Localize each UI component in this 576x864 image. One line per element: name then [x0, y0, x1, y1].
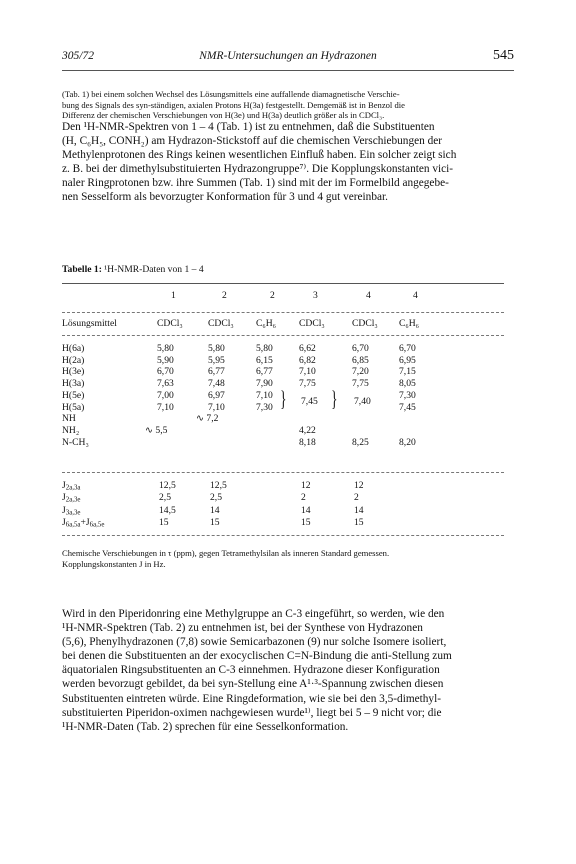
shift-value: 6,77: [208, 366, 225, 378]
shift-value: 7,20: [352, 366, 369, 378]
compound-number: 2: [270, 290, 275, 301]
text-line: (Tab. 1) bei einem solchen Wechsel des Lösungsmittels eine auffallende diamagnetische Verschie-: [62, 89, 400, 99]
shift-value: 5,80: [208, 343, 225, 354]
shift-value: 6,97: [208, 389, 225, 401]
shift-row-label: H(2a): [62, 354, 85, 366]
text-line: Substituenten eintreten würde. Eine Ringdeformation, wie sie bei den 3,5-dimethyl-: [62, 692, 441, 705]
shift-row-label: NH: [62, 413, 76, 425]
shift-value: 5,80: [157, 343, 174, 354]
shift-value: ∿ 7,2: [196, 413, 219, 425]
shift-value: 6,85: [352, 354, 369, 366]
text-line: Den ¹H-NMR-Spektren von 1 – 4 (Tab. 1) ist zu entnehmen, daß die Substituenten: [62, 121, 435, 133]
shift-row-label: H(5a): [62, 401, 85, 413]
coupling-value: 15: [210, 517, 220, 529]
shift-value: 4,22: [299, 424, 316, 436]
coupling-value: 14: [301, 504, 311, 516]
text-line: (H, C₆H₅, CONH₂) am Hydrazon-Stickstoff auf die chemischen Verschiebungen der: [62, 135, 443, 148]
shift-row-label: NH₂: [62, 424, 80, 436]
solvent-name: C₆H₆: [256, 318, 277, 329]
running-header: [62, 50, 514, 66]
coupling-row-label: $J_{6a,5a}+J_{6a,5e}$: [62, 517, 105, 529]
running-title: NMR-Untersuchungen an Hydrazonen: [199, 50, 377, 62]
shift-value: 6,70: [352, 343, 369, 354]
shift-value: 6,62: [299, 343, 316, 354]
merged-shift-value: 7,40: [354, 395, 371, 407]
shift-value: 7,90: [256, 378, 273, 390]
compound-number: 4: [366, 290, 371, 301]
solvent-label: Lösungsmittel: [62, 318, 117, 329]
coupling-value: 12,5: [210, 480, 227, 491]
text-line: Wird in den Piperidonring eine Methylgruppe an C-3 eingeführt, so werden, wie den: [62, 608, 445, 620]
shift-row-label: H(6a): [62, 343, 85, 354]
coupling-value: 12: [301, 480, 311, 491]
intro-paragraph: [62, 89, 514, 121]
shift-value: 6,95: [399, 354, 416, 366]
page-number: 545: [493, 48, 514, 63]
footnote-line: Kopplungskonstanten J in Hz.: [62, 558, 166, 569]
shift-value: 7,48: [208, 378, 225, 390]
solvent-name: C₆H₆: [399, 318, 420, 329]
solvent-name: CDCl₃: [208, 318, 234, 329]
text-line: ¹H-NMR-Daten (Tab. 2) sprechen für eine Sesselkonformation.: [62, 720, 349, 733]
coupling-value: 14: [210, 504, 220, 516]
table-subheader-rule: [62, 335, 504, 336]
coupling-value: 15: [159, 517, 169, 529]
shift-value: 6,70: [399, 343, 416, 354]
shift-value: 5,90: [157, 354, 174, 366]
shift-value: 7,10: [208, 401, 225, 413]
table-top-rule: [62, 283, 504, 284]
shift-value: 7,75: [352, 378, 369, 390]
brace-mark: }: [280, 385, 287, 411]
compound-number: 1: [171, 290, 176, 301]
coupling-value: 15: [354, 517, 364, 529]
shift-value: 7,10: [299, 366, 316, 378]
coupling-value: 12: [354, 480, 364, 491]
text-line: Methylenprotonen des Rings keinen wesentlichen Einfluß haben. Ein solcher zeigt sich: [62, 149, 457, 162]
shift-row-label: H(3a): [62, 378, 85, 390]
shift-value: 6,77: [256, 366, 273, 378]
table-label: Tabelle 1:: [62, 264, 102, 275]
coupling-value: 2,5: [210, 492, 222, 504]
table-caption: [62, 264, 204, 275]
shift-row-label: H(5e): [62, 389, 85, 401]
shift-value: 5,80: [256, 343, 273, 354]
shift-value: 6,82: [299, 354, 316, 366]
coupling-value: 2,5: [159, 492, 171, 504]
shift-value: 8,20: [399, 436, 416, 448]
text-line: (5,6), Phenylhydrazonen (7,8) sowie Semicarbazonen (9) nur solche Isomere isoliert,: [62, 636, 447, 649]
text-line: z. B. bei der dimethylsubstituierten Hydrazongruppe⁷⁾. Die Kopplungskonstanten vici-: [62, 163, 454, 176]
compound-number: 2: [222, 290, 227, 301]
coupling-value: 12,5: [159, 480, 176, 491]
shift-value: 7,00: [157, 389, 174, 401]
shift-value: 8,18: [299, 436, 316, 448]
shift-value: 7,75: [299, 378, 316, 390]
table-header-rule: [62, 312, 504, 313]
text-line: substituierten Piperidon-oximen nachgewiesen wurde¹⁾, liegt bei 5 – 9 nicht vor; die: [62, 706, 442, 719]
shift-value: 7,45: [399, 401, 416, 413]
shift-row-label: H(3e): [62, 366, 85, 378]
journal-reference: 305/72: [62, 50, 94, 62]
shift-value: 6,70: [157, 366, 174, 378]
shift-value: 5,95: [208, 354, 225, 366]
text-line: Differenz der chemischen Verschiebungen von H(3e) und H(3a) deutlich größer als in CDCl₃.: [62, 110, 385, 121]
shift-value: 7,30: [399, 389, 416, 401]
shift-value: 7,15: [399, 366, 416, 378]
coupling-row-label: $J_{2a,3e}$: [62, 492, 81, 505]
coupling-value: 2: [354, 492, 359, 504]
shift-value: 8,25: [352, 436, 369, 448]
coupling-value: 2: [301, 492, 306, 504]
shift-value: ∿ 5,5: [145, 424, 168, 436]
compound-number: 4: [413, 290, 418, 301]
paragraph-2: [62, 607, 514, 734]
coupling-value: 15: [301, 517, 311, 529]
solvent-name: CDCl₃: [299, 318, 325, 329]
shift-row-label: N-CH₃: [62, 436, 89, 448]
shift-value: 8,05: [399, 378, 416, 390]
text-line: nen Sesselform als bevorzugter Konformation für 3 und 4 gut vereinbar.: [62, 191, 388, 204]
shift-value: 7,63: [157, 378, 174, 390]
text-line: ¹H-NMR-Spektren (Tab. 2) zu entnehmen ist, bei der Synthese von Hydrazonen: [62, 622, 423, 635]
paragraph-1: [62, 120, 514, 205]
shift-value: 7,10: [157, 401, 174, 413]
table-bottom-rule: [62, 535, 504, 536]
solvent-name: CDCl₃: [157, 318, 183, 329]
text-line: bung des Signals des syn-ständigen, axialen Protons H(3a) festgestellt. Demgemäß ist in Benzol die: [62, 99, 405, 110]
shift-value: 6,15: [256, 354, 273, 366]
compound-number: 3: [313, 290, 318, 301]
text-line: naler Ringprotonen bzw. ihre Summen (Tab. 1) sind mit der im Formelbild angegebe-: [62, 177, 449, 190]
shift-value: 7,30: [256, 401, 273, 413]
merged-shift-value: 7,45: [301, 395, 318, 407]
coupling-row-label: $J_{3a,3e}$: [62, 504, 81, 517]
coupling-row-label: $J_{2a,3a}$: [62, 480, 81, 492]
brace-mark: }: [331, 385, 338, 411]
coupling-value: 14: [354, 504, 364, 516]
table-title: ¹H-NMR-Daten von 1 – 4: [104, 264, 204, 275]
text-line: bei denen die Substituenten an der exocyclischen C=N-Bindung die anti-Stellung zum: [62, 650, 452, 663]
text-line: äquatorialen Ringsubstituenten an C-3 einnehmen. Hydrazone dieser Konfiguration: [62, 664, 440, 677]
coupling-value: 14,5: [159, 504, 176, 516]
solvent-name: CDCl₃: [352, 318, 378, 329]
table-mid-rule: [62, 472, 504, 473]
header-rule: [62, 70, 514, 71]
footnote-line: Chemische Verschiebungen in τ (ppm), gegen Tetramethylsilan als inneren Standard gemessen.: [62, 548, 390, 558]
shift-value: 7,10: [256, 389, 273, 401]
text-line: werden bevorzugt gebildet, da bei syn-Stellung eine A¹·³-Spannung zwischen diesen: [62, 678, 444, 691]
table-footnote: [62, 548, 514, 570]
